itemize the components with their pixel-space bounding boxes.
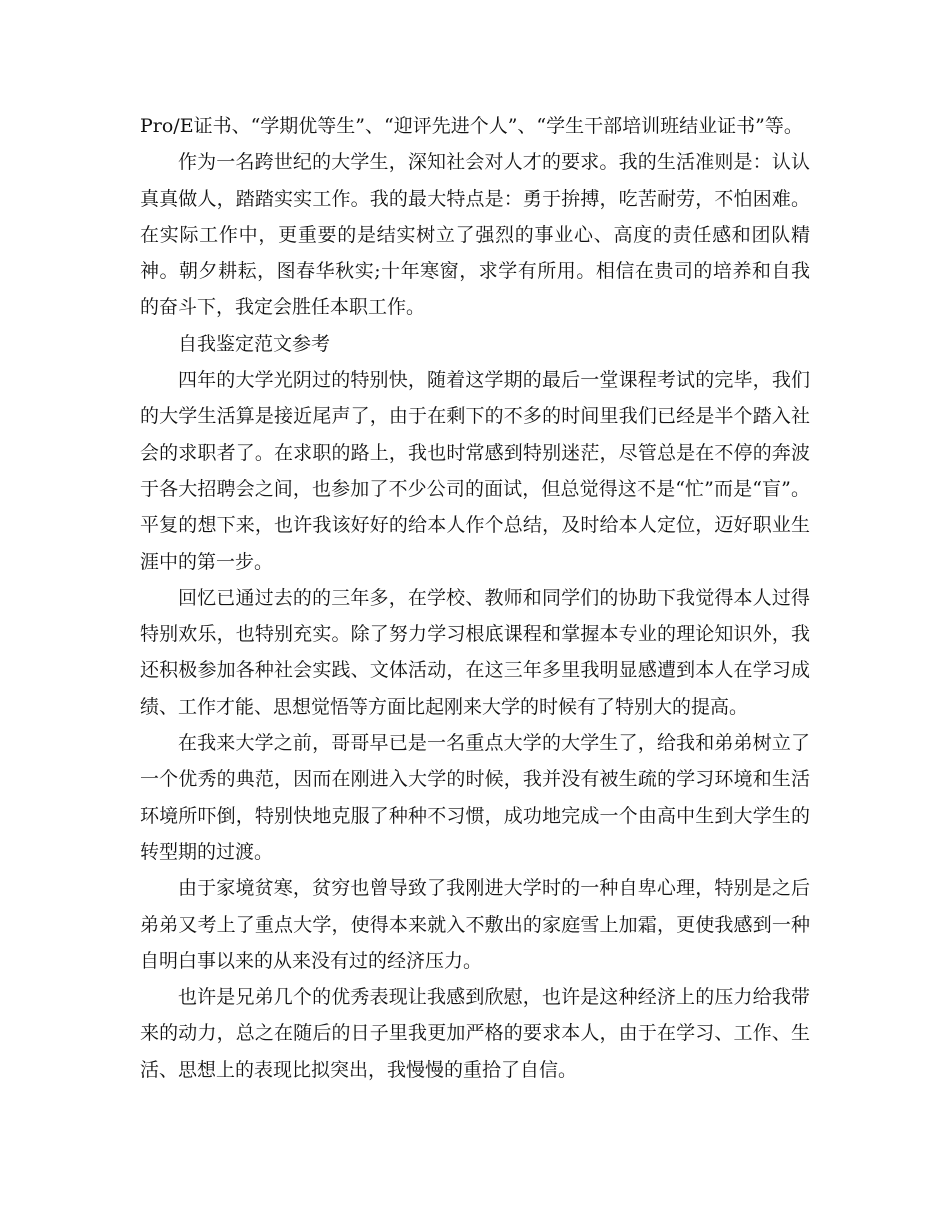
paragraph-regained-confidence: 也许是兄弟几个的优秀表现让我感到欣慰，也许是这种经济上的压力给我带来的动力，总之在随后的日子里我更加严格的要求本人，由于在学习、工作、生活、思想上的表现比拟突出，我慢慢的重拾了自信。 — [140, 986, 810, 1081]
paragraph-life-principles: 作为一名跨世纪的大学生，深知社会对人才的要求。我的生活准则是：认认真真做人，踏踏实实工作。我的最大特点是：勇于拚搏，吃苦耐劳，不怕困难。在实际工作中，更重要的是结实树立了强烈的事业心、高度的责任感和团队精神。朝夕耕耘，图春华秋实;十年寒窗，求学有所用。相信在贵司的培养和自我的奋斗下，我定会胜任本职工作。 — [140, 151, 810, 319]
document-body — [140, 108, 810, 1088]
paragraph-certificates: Pro/E证书、“学期优等生”、“迎评先进个人”、“学生干部培训班结业证书”等。 — [140, 115, 803, 137]
paragraph-memories: 回忆已通过去的的三年多，在学校、教师和同学们的协助下我觉得本人过得特别欢乐，也特别充实。除了努力学习根底课程和掌握本专业的理论知识外，我还积极参加各种社会实践、文体活动，在这三年多里我明显感遭到本人在学习成绩、工作才能、思想觉悟等方面比起刚来大学的时候有了特别大的提高。 — [140, 586, 810, 718]
paragraph-family-hardship: 由于家境贫寒，贫穷也曾导致了我刚进大学时的一种自卑心理，特别是之后弟弟又考上了重点大学，使得本来就入不敷出的家庭雪上加霜，更使我感到一种自明白事以来的从来没有过的经济压力。 — [140, 877, 810, 972]
paragraph-four-years: 四年的大学光阴过的特别快，随着这学期的最后一堂课程考试的完毕，我们的大学生活算是接近尾声了，由于在剩下的不多的时间里我们已经是半个踏入社会的求职者了。在求职的路上，我也时常感到特别迷茫，尽管总是在不停的奔波于各大招聘会之间，也参加了不少公司的面试，但总觉得这不是“忙”而是“盲”。平复的想下来，也许我该好好的给本人作个总结，及时给本人定位，迈好职业生涯中的第一步。 — [140, 369, 810, 573]
section-heading: 自我鉴定范文参考 — [178, 332, 331, 355]
paragraph-before-university: 在我来大学之前，哥哥早已是一名重点大学的大学生了，给我和弟弟树立了一个优秀的典范，因而在刚进入大学的时候，我并没有被生疏的学习环境和生活环境所吓倒，特别快地克服了种种不习惯，成功地完成一个由高中生到大学生的转型期的过渡。 — [140, 732, 810, 863]
